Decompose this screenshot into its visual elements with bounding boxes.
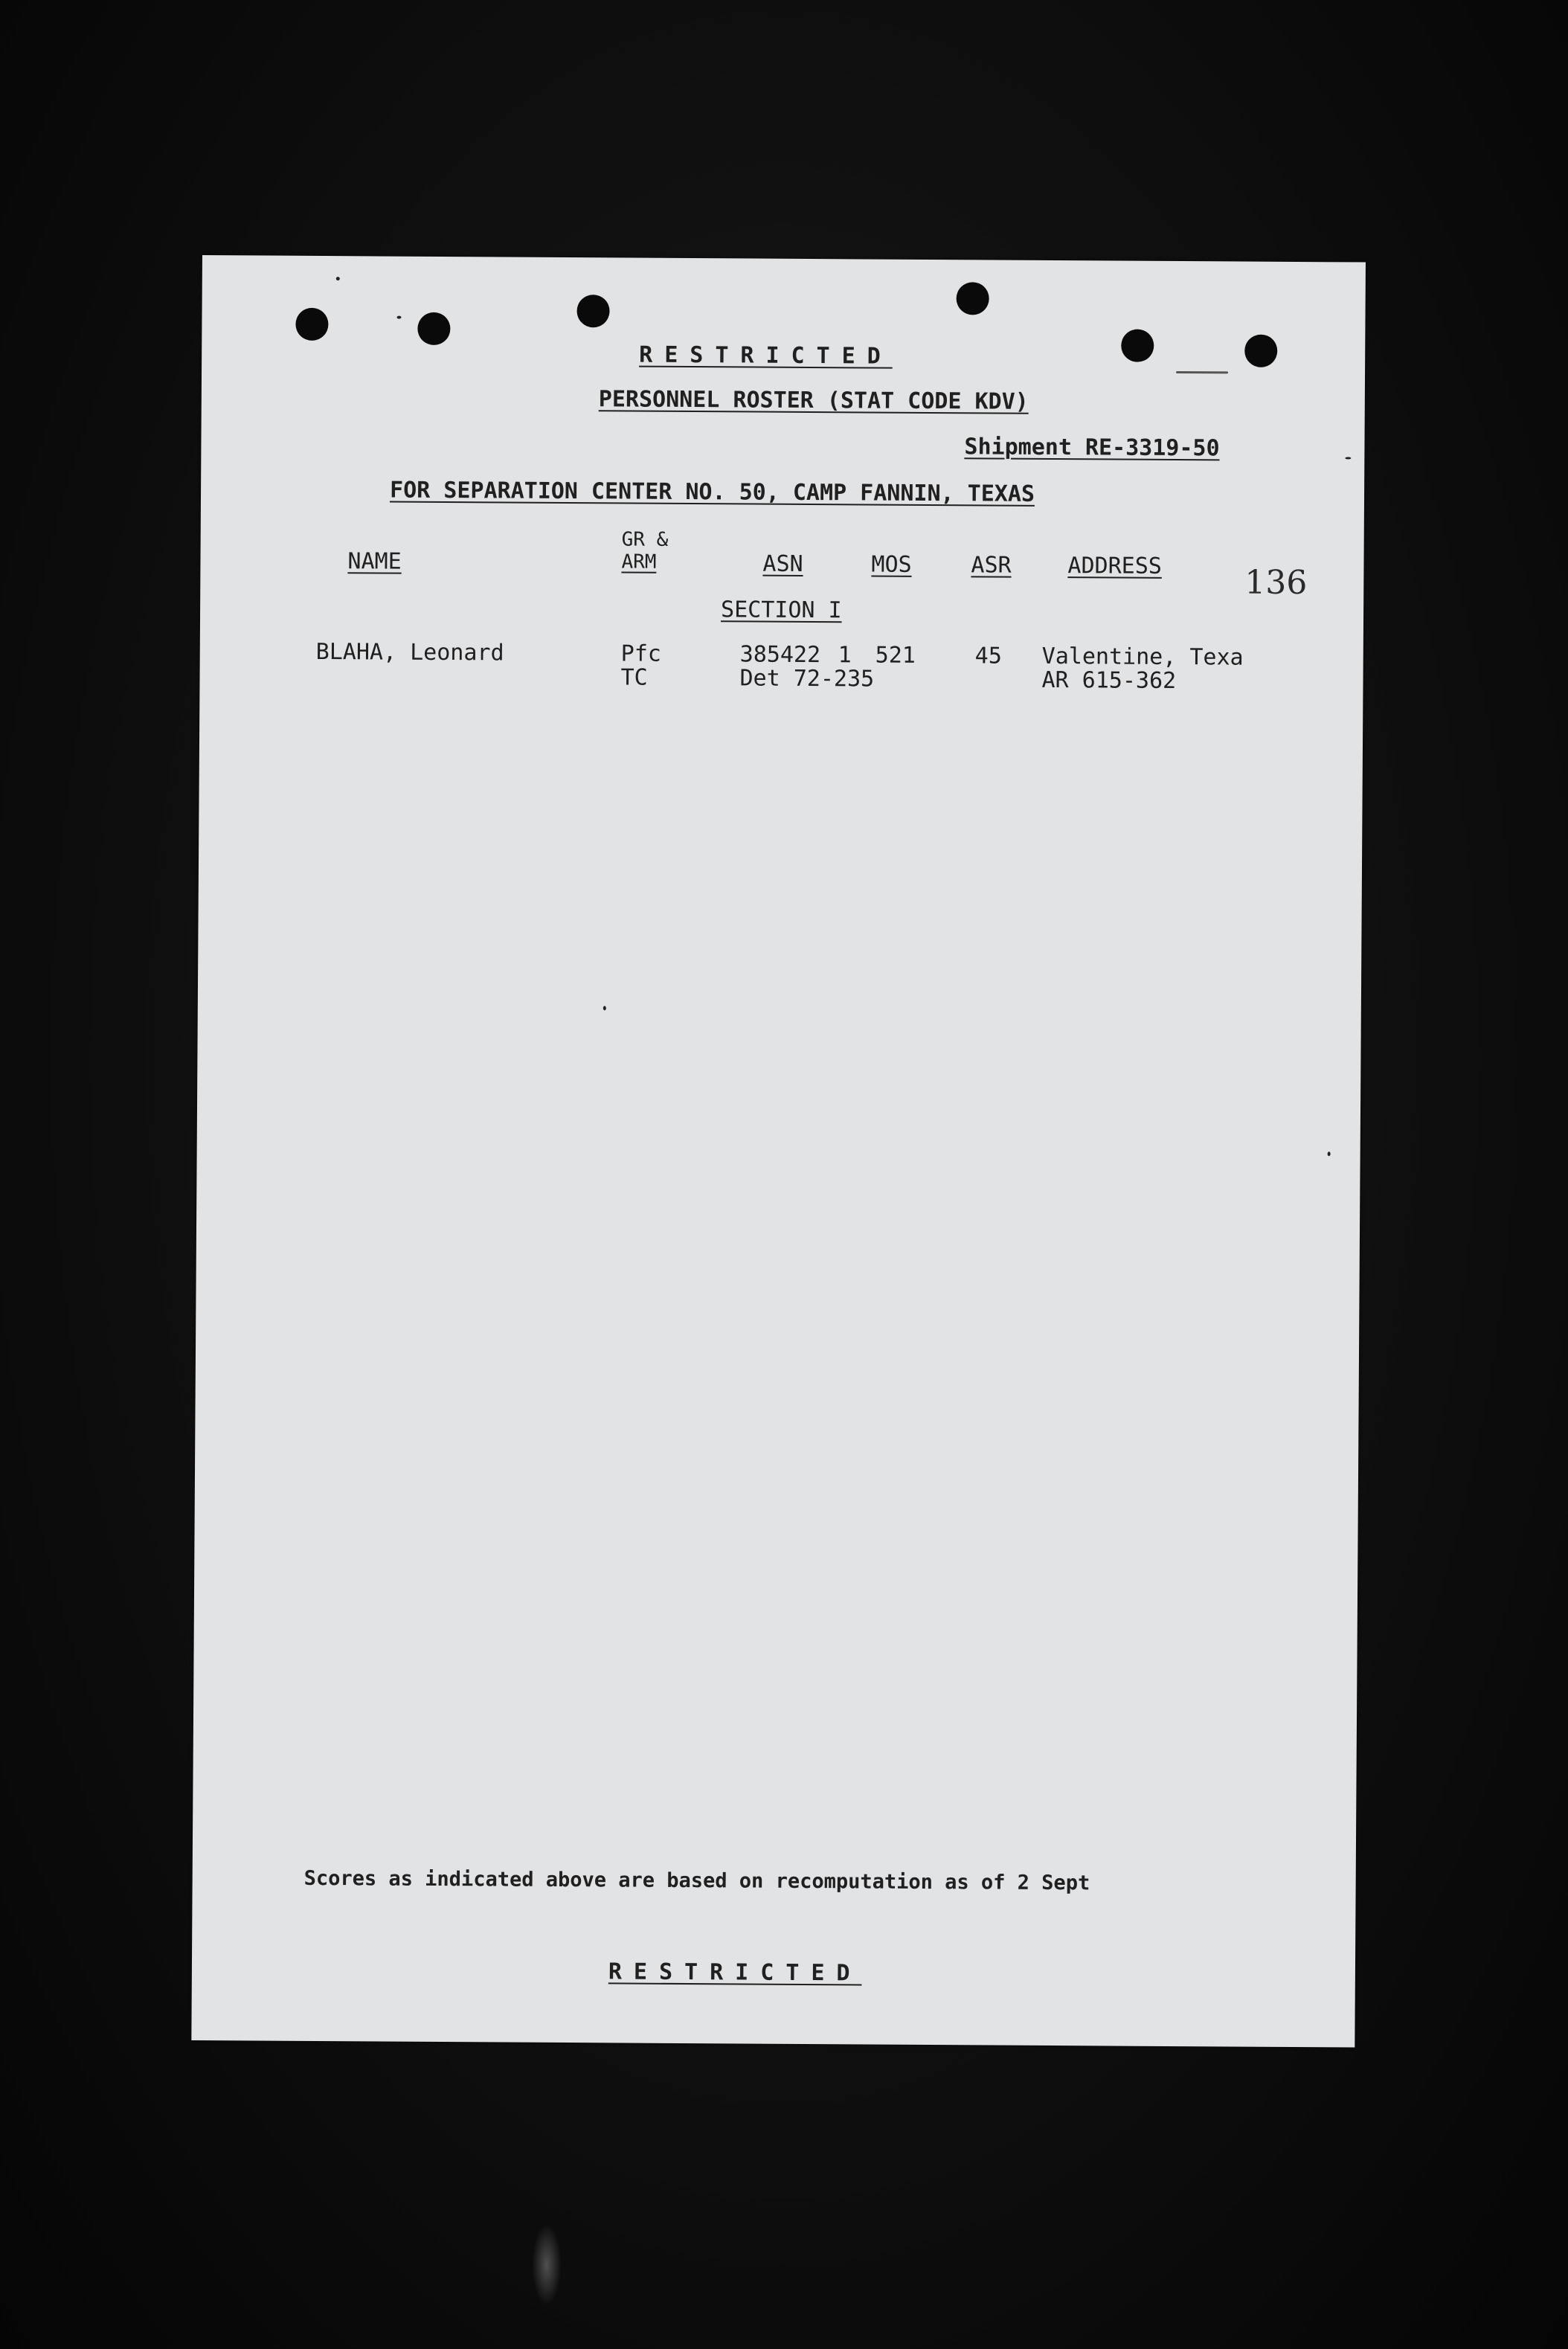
punch-hole (1121, 330, 1154, 362)
dust-speck (1345, 457, 1351, 459)
document-page (191, 255, 1366, 2048)
punch-hole (1244, 335, 1277, 367)
dust-speck (1176, 371, 1228, 373)
column-header-address: ADDRESS (1067, 553, 1163, 579)
row-mos: 521 (875, 642, 916, 669)
column-header-name: NAME (347, 548, 402, 575)
row-authority: AR 615-362 (1041, 666, 1177, 695)
row-asr: 45 (974, 643, 1002, 669)
column-header-grade: GR & (621, 528, 669, 551)
destination-line: FOR SEPARATION CENTER NO. 50, CAMP FANNIN, TEXAS (389, 477, 1035, 507)
film-smudge (532, 2224, 562, 2306)
column-header-asr: ASR (971, 552, 1012, 579)
row-asn-suffix: 1 (838, 642, 852, 669)
footer-note: Scores as indicated above are based on recomputation as of 2 Sept (303, 1866, 1090, 1895)
punch-hole (417, 312, 450, 345)
dust-speck (603, 1006, 606, 1010)
punch-hole (957, 282, 989, 315)
row-unit: Det 72-235 (739, 665, 875, 693)
row-arm: TC (620, 664, 648, 691)
row-asn: 385422 (739, 641, 821, 669)
roster-title: PERSONNEL ROSTER (STAT CODE KDV) (598, 386, 1029, 415)
column-header-mos: MOS (871, 551, 912, 578)
section-heading: SECTION I (720, 597, 842, 624)
classification-header: RESTRICTED (639, 341, 893, 370)
row-grade: Pfc (620, 640, 662, 667)
classification-footer: RESTRICTED (608, 1958, 862, 1987)
dust-speck (396, 316, 401, 319)
punch-hole (295, 308, 328, 341)
column-header-asn: ASN (762, 550, 803, 577)
dust-speck (336, 277, 340, 280)
page-number: 136 (1244, 563, 1308, 602)
punch-hole (576, 295, 609, 327)
row-address: Valentine, Texa (1041, 643, 1244, 671)
column-header-arm: ARM (621, 550, 657, 573)
dust-speck (1328, 1151, 1331, 1156)
row-name: BLAHA, Leonard (315, 638, 504, 666)
shipment-number: Shipment RE-3319-50 (964, 434, 1220, 462)
